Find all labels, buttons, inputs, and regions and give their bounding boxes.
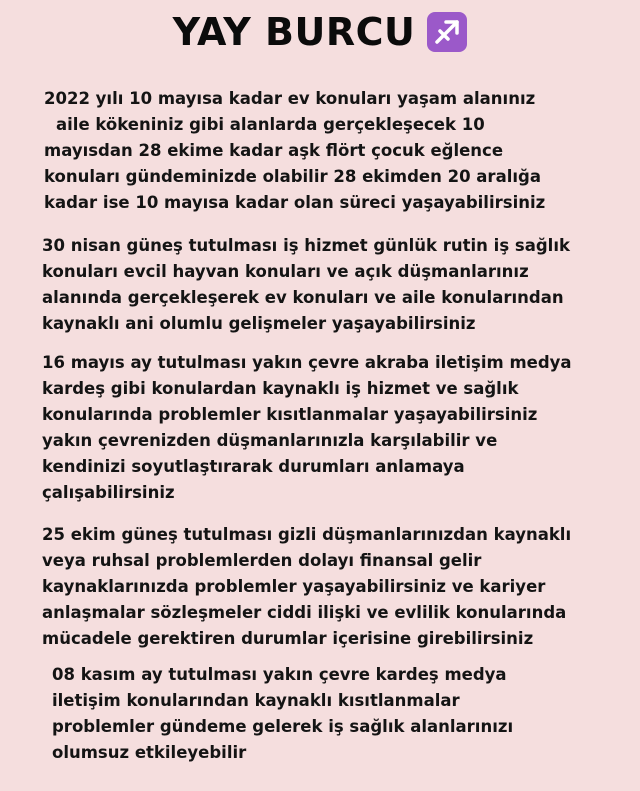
paragraph-line: konuları evcil hayvan konuları ve açık düşmanlarınız: [42, 262, 529, 281]
paragraph-line: 2022 yılı 10 mayısa kadar ev konuları yaşam alanınız: [44, 89, 536, 108]
paragraph-line: mayısdan 28 ekime kadar aşk flört çocuk eğlence: [44, 141, 504, 160]
paragraph-line: olumsuz etkileyebilir: [52, 743, 247, 762]
paragraph-line: konuları gündeminizde olabilir 28 ekimden 20 aralığa: [44, 167, 541, 186]
paragraph-line: 25 ekim güneş tutulması gizli düşmanlarınızdan kaynaklı: [42, 525, 572, 544]
paragraph-2: [42, 233, 570, 337]
sagittarius-icon: [427, 12, 467, 52]
paragraph-line: mücadele gerektiren durumlar içerisine girebilirsiniz: [42, 629, 534, 648]
title-row: [0, 10, 640, 54]
paragraph-line: problemler gündeme gelerek iş sağlık alanlarınızı: [52, 717, 514, 736]
paragraph-line: anlaşmalar sözleşmeler ciddi ilişki ve evlilik konularında: [42, 603, 567, 622]
paragraph-line: kadar ise 10 mayısa kadar olan süreci yaşayabilirsiniz: [44, 193, 546, 212]
paragraph-line: yakın çevrenizden düşmanlarınızla karşılabilir ve: [42, 431, 498, 450]
paragraph-line: konularında problemler kısıtlanmalar yaşayabilirsiniz: [42, 405, 538, 424]
paragraph-4: [42, 522, 571, 652]
paragraph-line: kendinizi soyutlaştırarak durumları anlamaya: [42, 457, 465, 476]
paragraph-line: iletişim konularından kaynaklı kısıtlanmalar: [52, 691, 460, 710]
paragraph-line: veya ruhsal problemlerden dolayı finansal gelir: [42, 551, 482, 570]
paragraph-line: çalışabilirsiniz: [42, 483, 175, 502]
paragraph-line: 30 nisan güneş tutulması iş hizmet günlük rutin iş sağlık: [42, 236, 570, 255]
page-title: YAY BURCU: [172, 10, 416, 54]
paragraph-5: [52, 662, 513, 766]
paragraph-line: 08 kasım ay tutulması yakın çevre kardeş medya: [52, 665, 507, 684]
paragraph-3: [42, 350, 572, 506]
paragraph-1: [44, 86, 545, 216]
paragraph-line: kardeş gibi konulardan kaynaklı iş hizmet ve sağlık: [42, 379, 519, 398]
paragraph-line: 16 mayıs ay tutulması yakın çevre akraba iletişim medya: [42, 353, 572, 372]
paragraph-line: kaynaklı ani olumlu gelişmeler yaşayabilirsiniz: [42, 314, 476, 333]
paragraph-line: kaynaklarınızda problemler yaşayabilirsiniz ve kariyer: [42, 577, 546, 596]
paragraph-line: alanında gerçekleşerek ev konuları ve aile konularından: [42, 288, 564, 307]
paragraph-line: aile kökeniniz gibi alanlarda gerçekleşecek 10: [56, 115, 485, 134]
